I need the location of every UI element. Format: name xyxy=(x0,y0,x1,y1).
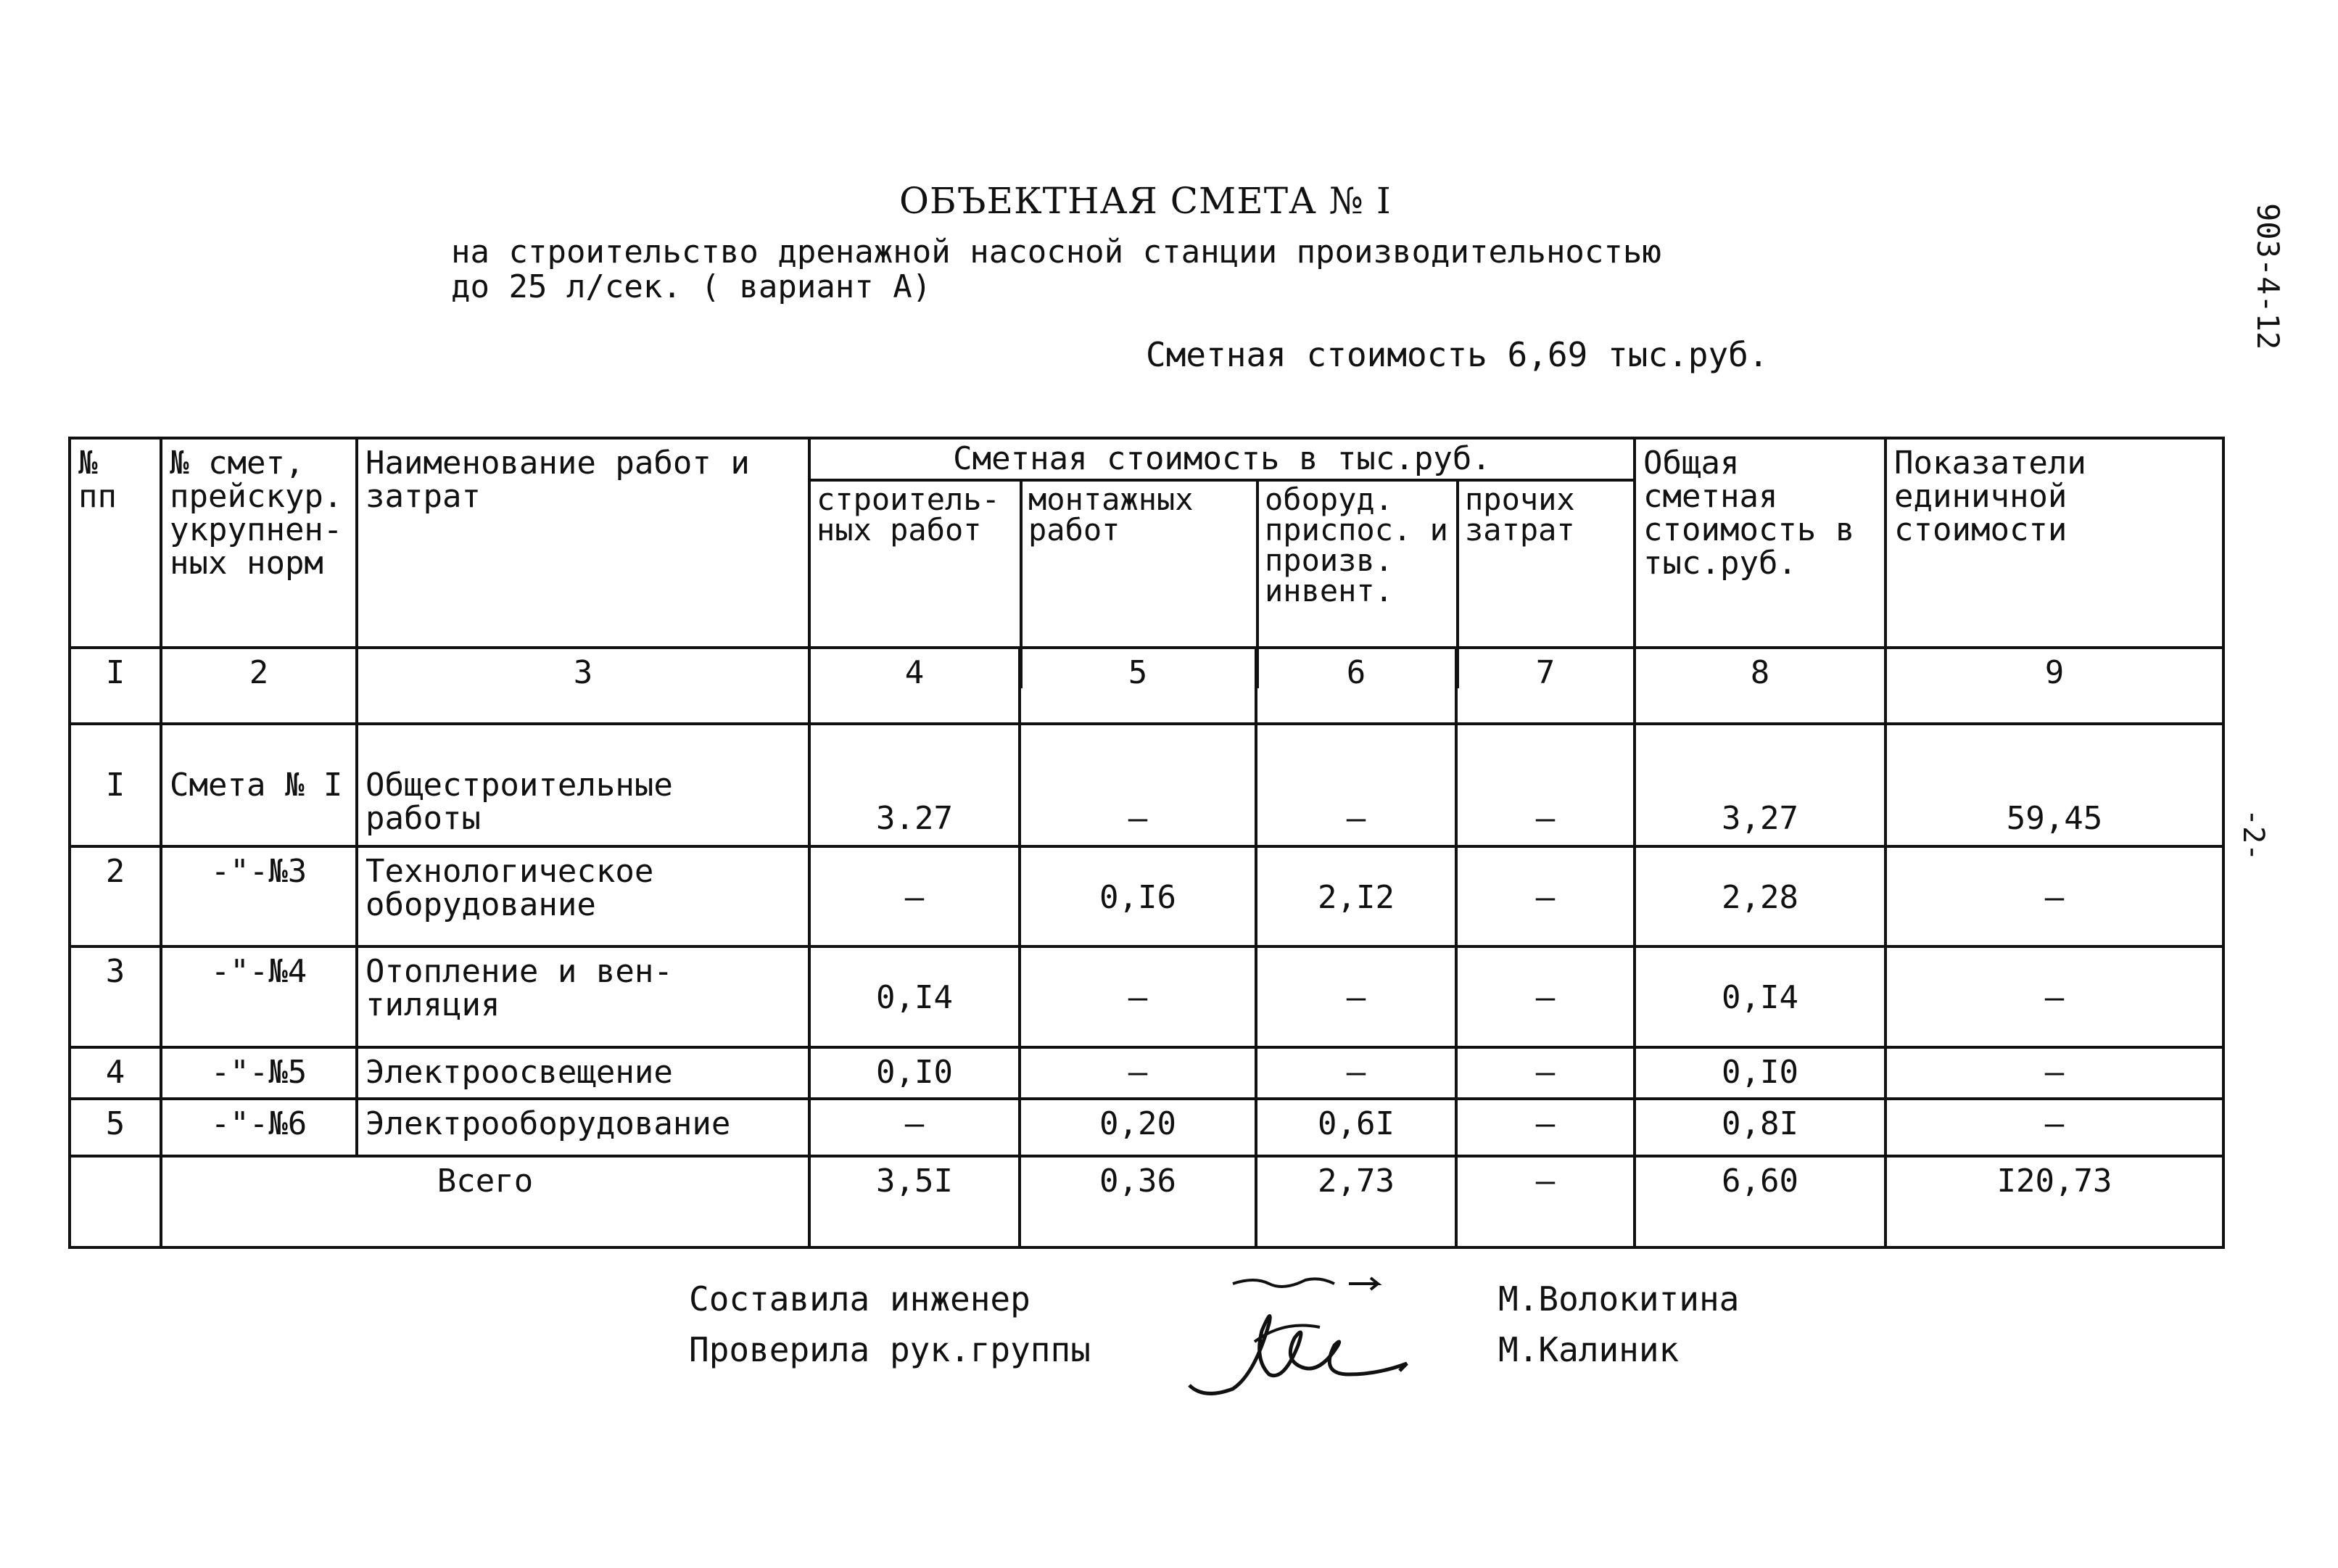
table-row xyxy=(70,1047,2223,1099)
row-build: – xyxy=(809,846,1020,946)
table-row xyxy=(70,946,2223,1047)
row-mount: 0,I6 xyxy=(1020,846,1256,946)
row-mount: – xyxy=(1020,724,1256,846)
row-equip: 0,6I xyxy=(1256,1099,1456,1156)
row-other: – xyxy=(1456,724,1635,846)
estimate-table xyxy=(68,437,2225,1249)
document-code: 903-4-12 xyxy=(2250,203,2286,350)
row-equip: – xyxy=(1256,946,1456,1047)
row-name: Отопление и вен- тиляция xyxy=(357,946,809,1047)
row-build: – xyxy=(809,1099,1020,1156)
col-header-other: прочих затрат xyxy=(1458,482,1636,688)
col-header-cost-group xyxy=(809,438,1635,648)
total-other: – xyxy=(1456,1156,1635,1247)
row-equip: – xyxy=(1256,1047,1456,1099)
subtitle-line-1: на строительство дренажной насосной станции производительностью xyxy=(451,234,1661,271)
header-row xyxy=(70,438,2223,648)
row-unit: – xyxy=(1885,1047,2223,1099)
checked-by-name: М.Калиник xyxy=(1498,1330,1680,1369)
row-unit: – xyxy=(1885,946,2223,1047)
col-header-build: строитель- ных работ xyxy=(817,482,1000,548)
row-mount: – xyxy=(1020,946,1256,1047)
row-number: 2 xyxy=(70,846,161,946)
row-total: 2,28 xyxy=(1635,846,1885,946)
col-number: 6 xyxy=(1256,648,1456,725)
total-spacer xyxy=(70,1156,161,1247)
total-build: 3,5I xyxy=(809,1156,1020,1247)
row-build: 3.27 xyxy=(809,724,1020,846)
row-unit: 59,45 xyxy=(1885,724,2223,846)
document-subtitle xyxy=(451,235,1661,305)
row-ref: -"-№6 xyxy=(161,1099,357,1156)
row-number: I xyxy=(70,724,161,846)
table-row xyxy=(70,846,2223,946)
row-ref: -"-№3 xyxy=(161,846,357,946)
row-other: – xyxy=(1456,946,1635,1047)
compiled-by-label: Составила инженер xyxy=(689,1279,1030,1319)
row-name: Общестроительные работы xyxy=(357,724,809,846)
col-number: 8 xyxy=(1635,648,1885,725)
col-number: 3 xyxy=(357,648,809,725)
col-number: 7 xyxy=(1456,648,1635,725)
row-unit: – xyxy=(1885,1099,2223,1156)
col-header-unit: Показатели единичной стоимости xyxy=(1885,438,2223,648)
row-other: – xyxy=(1456,1099,1635,1156)
row-name: Технологическое оборудование xyxy=(357,846,809,946)
row-ref: Смета № I xyxy=(161,724,357,846)
row-build: 0,I0 xyxy=(809,1047,1020,1099)
row-total: 0,I4 xyxy=(1635,946,1885,1047)
row-mount: – xyxy=(1020,1047,1256,1099)
table-row xyxy=(70,724,2223,846)
row-number: 4 xyxy=(70,1047,161,1099)
row-ref: -"-№4 xyxy=(161,946,357,1047)
col-header-total: Общая сметная стоимость в тыс.руб. xyxy=(1635,438,1885,648)
checked-by-label: Проверила рук.группы xyxy=(689,1330,1091,1369)
column-number-row xyxy=(70,648,2223,725)
row-name: Электроосвещение xyxy=(357,1047,809,1099)
row-equip: 2,I2 xyxy=(1256,846,1456,946)
estimated-cost: Сметная стоимость 6,69 тыс.руб. xyxy=(1146,335,1769,374)
cost-group-title: Сметная стоимость в тыс.руб. xyxy=(811,440,1633,482)
total-mount: 0,36 xyxy=(1020,1156,1256,1247)
document-title: ОБЪЕКТНАЯ СМЕТА № I xyxy=(899,180,1392,222)
row-ref: -"-№5 xyxy=(161,1047,357,1099)
col-number: 9 xyxy=(1885,648,2223,725)
col-header-mount: монтажных работ xyxy=(1021,482,1257,688)
row-total: 0,8I xyxy=(1635,1099,1885,1156)
compiled-by-name: М.Волокитина xyxy=(1498,1279,1740,1319)
total-label: Всего xyxy=(161,1156,809,1247)
col-header-number: № пп xyxy=(70,438,161,648)
row-name: Электрооборудование xyxy=(357,1099,809,1156)
row-other: – xyxy=(1456,846,1635,946)
col-number: 2 xyxy=(161,648,357,725)
total-row xyxy=(70,1156,2223,1247)
row-number: 5 xyxy=(70,1099,161,1156)
page-number: -2- xyxy=(2236,809,2270,862)
row-unit: – xyxy=(1885,846,2223,946)
row-total: 3,27 xyxy=(1635,724,1885,846)
row-build: 0,I4 xyxy=(809,946,1020,1047)
row-number: 3 xyxy=(70,946,161,1047)
col-header-equip: оборуд. приспос. и произв. инвент. xyxy=(1257,482,1458,688)
table-row xyxy=(70,1099,2223,1156)
row-other: – xyxy=(1456,1047,1635,1099)
row-equip: – xyxy=(1256,724,1456,846)
signature-labels xyxy=(689,1274,1091,1375)
total-unit: I20,73 xyxy=(1885,1156,2223,1247)
handwritten-signature xyxy=(1175,1255,1479,1414)
total-equip: 2,73 xyxy=(1256,1156,1456,1247)
row-total: 0,I0 xyxy=(1635,1047,1885,1099)
row-mount: 0,20 xyxy=(1020,1099,1256,1156)
col-header-name: Наименование работ и затрат xyxy=(357,438,809,648)
col-number: I xyxy=(70,648,161,725)
col-number: 5 xyxy=(1020,648,1256,725)
subtitle-line-2: до 25 л/сек. ( вариант А) xyxy=(451,268,932,305)
col-number: 4 xyxy=(809,648,1020,725)
total-total: 6,60 xyxy=(1635,1156,1885,1247)
signature-names xyxy=(1498,1274,1739,1375)
col-header-ref: № смет, прейскур. укрупнен- ных норм xyxy=(161,438,357,648)
